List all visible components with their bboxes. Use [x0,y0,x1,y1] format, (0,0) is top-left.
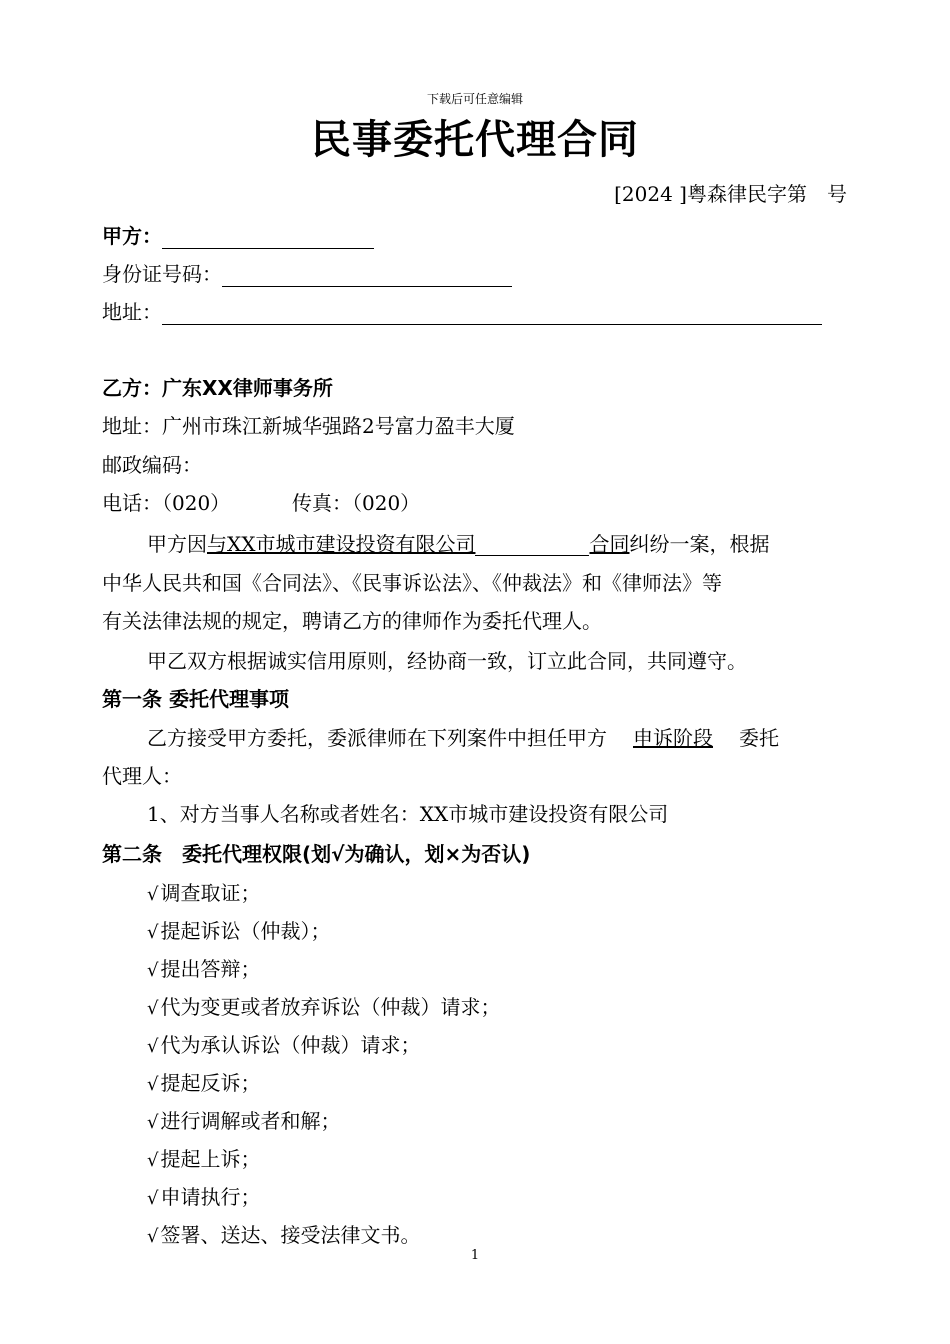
party-b-label: 乙方：广东XX律师事务所 [102,376,333,400]
intro-paragraph-line3: 有关法律法规的规定，聘请乙方的律师作为委托代理人。 [102,609,602,633]
checkmark-icon: √ [147,1226,159,1247]
authority-item [147,877,260,906]
party-a-id-line [102,258,512,287]
authority-item-text: 代为承认诉讼（仲裁）请求； [160,1033,421,1057]
authority-item-text: 提起反诉； [160,1071,261,1095]
checkmark-icon: √ [147,922,159,943]
party-a-id-blank [222,264,512,287]
intro-post: 纠纷一案，根据 [629,532,770,556]
party-a-line [102,220,374,249]
article-1-heading: 第一条 委托代理事项 [102,687,289,711]
article-1-stage-text: 申诉阶段 [633,726,713,750]
authority-item [147,1219,420,1248]
party-a-id-label: 身份证号码： [102,262,222,286]
article-1-paragraph-line1 [147,722,779,751]
party-a-label: 甲方： [102,224,162,248]
authority-item [147,915,330,944]
party-a-name-blank [162,226,374,249]
checkmark-icon: √ [147,1112,159,1133]
authority-item-text: 进行调解或者和解； [160,1109,341,1133]
authority-item-text: 代为变更或者放弃诉讼（仲裁）请求； [160,995,501,1019]
authority-item-text: 签署、送达、接受法律文书。 [160,1223,421,1247]
header-note: 下载后可任意编辑 [426,92,523,106]
party-a-address-label: 地址： [102,300,162,324]
intro-underlined-party: 与XX市城市建设投资有限公司 [207,532,476,556]
contract-number: [2024 ]粤森律民字第 号 [614,182,847,206]
intro-pre: 甲方因 [147,532,207,556]
checkmark-icon: √ [147,960,159,981]
party-b-fax: 传真：（020） [292,491,421,515]
intro-paragraph-2: 甲乙双方根据诚实信用原则，经协商一致，订立此合同，共同遵守。 [147,649,747,673]
intro-paragraph-line2: 中华人民共和国《合同法》、《民事诉讼法》、《仲裁法》和《律师法》等 [102,571,722,595]
authority-item [147,953,260,982]
checkmark-icon: √ [147,1150,159,1171]
checkmark-icon: √ [147,998,159,1019]
intro-underline-gap [475,535,589,556]
checkmark-icon: √ [147,1074,159,1095]
article-1-stage [607,726,739,750]
authority-item [147,991,500,1020]
checkmark-icon: √ [147,1188,159,1209]
authority-item-text: 申请执行； [160,1185,261,1209]
authority-item-text: 提起上诉； [160,1147,261,1171]
document-title: 民事委托代理合同 [311,117,639,163]
article-1-pre: 乙方接受甲方委托，委派律师在下列案件中担任甲方 [147,726,607,750]
authority-item [147,1181,260,1210]
party-b-address: 地址：广州市珠江新城华强路2号富力盈丰大厦 [102,414,515,438]
authority-item [147,1143,260,1172]
party-b-phone: 电话：（020） [102,491,231,515]
authority-item [147,1067,260,1096]
authority-item [147,1105,340,1134]
party-a-address-blank [162,302,822,325]
page-number: 1 [470,1248,480,1263]
authority-item-text: 提起诉讼（仲裁）； [160,919,331,943]
authority-item-text: 调查取证； [160,881,261,905]
article-1-paragraph-line2: 代理人： [102,764,182,788]
intro-underlined-contract: 合同 [589,532,630,556]
article-2-heading: 第二条 委托代理权限(划√为确认，划×为否认) [102,842,531,866]
authority-item [147,1029,420,1058]
party-a-address-line [102,296,822,325]
checkmark-icon: √ [147,1036,159,1057]
article-1-post: 委托 [739,726,779,750]
party-b-postcode: 邮政编码： [102,453,202,477]
intro-paragraph-line1 [147,528,769,557]
authority-item-text: 提出答辩； [160,957,261,981]
article-1-item-1: 1、对方当事人名称或者姓名：XX市城市建设投资有限公司 [147,802,669,826]
checkmark-icon: √ [147,884,159,905]
